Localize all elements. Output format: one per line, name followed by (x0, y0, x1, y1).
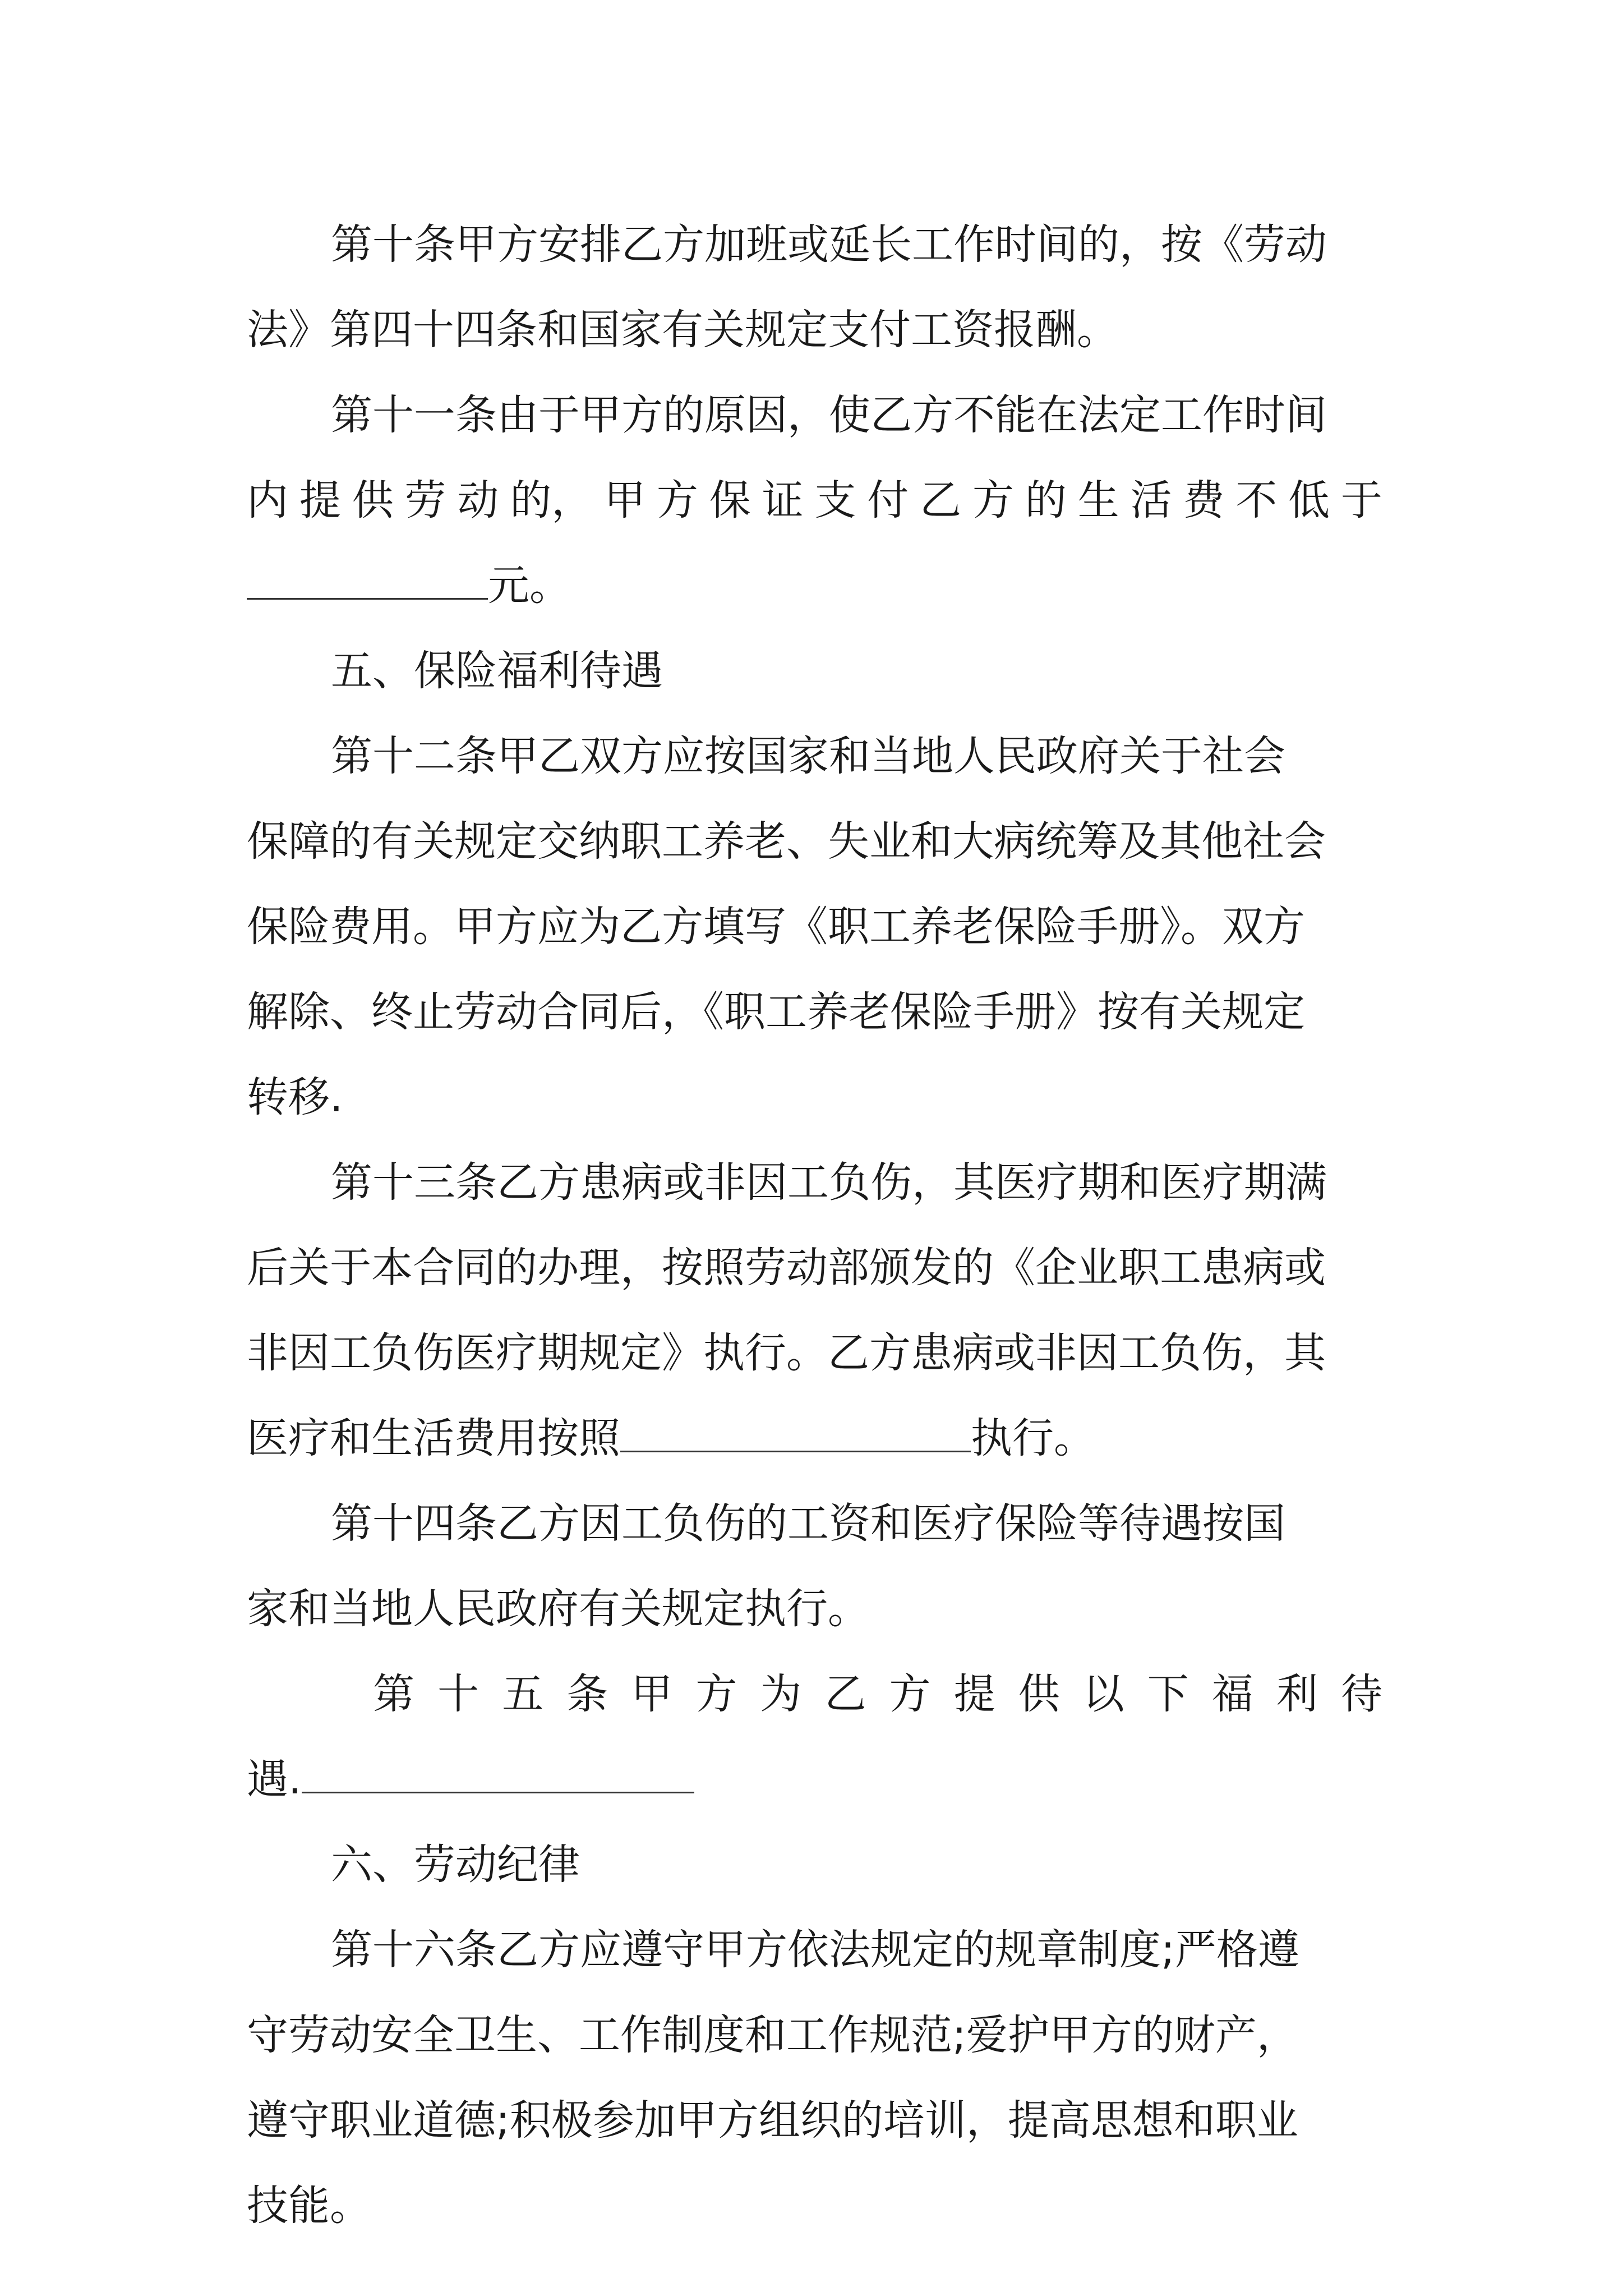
article-11-char: 证 (762, 476, 804, 524)
article-15-char: 五 (502, 1670, 544, 1718)
article-11-char: 动 (457, 476, 499, 524)
article-13-line-1: 第十三条乙方患病或非因工负伤，其医疗期和医疗期满 (331, 1158, 1327, 1207)
article-11-char: 生 (1077, 476, 1119, 524)
article-15-char: 第 (373, 1670, 414, 1718)
section-6-heading: 六、劳动纪律 (331, 1841, 580, 1889)
article-16-line-1: 第十六条乙方应遵守甲方依法规定的规章制度;严格遵 (331, 1926, 1299, 1974)
section-5-heading: 五、保险福利待遇 (331, 647, 663, 695)
article-11-char: 费 (1183, 476, 1225, 524)
article-11-char: 活 (1130, 476, 1172, 524)
article-15-char: 方 (695, 1670, 737, 1718)
article-12-line-1: 第十二条甲乙双方应按国家和当地人民政府关于社会 (331, 732, 1285, 780)
article-15-char: 福 (1211, 1670, 1253, 1718)
article-13-suffix: 执行。 (971, 1414, 1095, 1462)
article-10-line-2: 法》第四十四条和国家有关规定支付工资报酬。 (247, 306, 1118, 354)
article-11-char: 支 (814, 476, 856, 524)
amount-blank[interactable] (247, 559, 488, 600)
article-11-char: 的 (1025, 476, 1067, 524)
article-11-char: 低 (1288, 476, 1330, 524)
article-15-char: 为 (760, 1670, 802, 1718)
medical-basis-blank[interactable] (620, 1411, 971, 1452)
article-13-line-2: 后关于本合同的办理，按照劳动部颁发的《企业职工患病或 (247, 1244, 1326, 1292)
article-15-char: 提 (953, 1670, 995, 1718)
article-11-line-2 (247, 458, 1382, 543)
article-11-char: 付 (867, 476, 909, 524)
article-11-char: 提 (299, 476, 341, 524)
article-15-char: 待 (1340, 1670, 1382, 1718)
contract-body (247, 202, 1382, 2248)
article-11-char: 甲 (604, 476, 646, 524)
article-11-char: 保 (709, 476, 751, 524)
article-11-char: 乙 (920, 476, 962, 524)
article-15-char: 方 (889, 1670, 931, 1718)
article-11-line-3 (247, 543, 1382, 628)
article-12-line-5: 转移. (247, 1073, 343, 1121)
article-11-char: 方 (656, 476, 698, 524)
article-14-line-1: 第十四条乙方因工负伤的工资和医疗保险等待遇按国 (331, 1499, 1285, 1548)
article-11-line-1: 第十一条由于甲方的原因，使乙方不能在法定工作时间 (331, 391, 1327, 439)
article-12-line-3: 保险费用。甲方应为乙方填写《职工养老保险手册》。双方 (247, 903, 1305, 951)
article-16-line-3: 遵守职业道德;积极参加甲方组织的培训，提高思想和职业 (247, 2096, 1298, 2145)
article-15-line-2 (247, 1737, 1382, 1822)
article-14-line-2: 家和当地人民政府有关规定执行。 (247, 1585, 869, 1633)
article-11-char: 不 (1235, 476, 1278, 524)
article-11-char: 内 (247, 476, 288, 524)
article-11-char: 供 (352, 476, 394, 524)
article-11-char: 于 (1340, 476, 1382, 524)
article-16-line-4: 技能。 (247, 2182, 371, 2230)
article-12-line-4: 解除、终止劳动合同后，《职工养老保险手册》按有关规定 (247, 988, 1305, 1036)
article-15-char: 下 (1147, 1670, 1189, 1718)
article-15-char: 甲 (631, 1670, 673, 1718)
article-16-line-2: 守劳动安全卫生、工作制度和工作规范;爱护甲方的财产， (247, 2011, 1298, 2059)
article-11-char: 方 (972, 476, 1014, 524)
article-12-line-2: 保障的有关规定交纳职工养老、失业和大病统筹及其他社会 (247, 817, 1326, 866)
article-15-char: 十 (437, 1670, 479, 1718)
article-11-char: 的， (510, 476, 593, 524)
article-15-line-1 (247, 1651, 1382, 1737)
article-11-char: 劳 (404, 476, 446, 524)
benefits-blank[interactable] (302, 1752, 694, 1793)
article-15-char: 条 (566, 1670, 608, 1718)
article-15-prefix: 遇. (247, 1755, 302, 1803)
article-11-suffix: 元。 (488, 562, 571, 610)
article-15-char: 供 (1018, 1670, 1060, 1718)
article-10-line-1: 第十条甲方安排乙方加班或延长工作时间的，按《劳动 (331, 220, 1327, 269)
article-15-char: 乙 (824, 1670, 866, 1718)
article-13-line-4 (247, 1396, 1382, 1481)
article-15-char: 利 (1276, 1670, 1318, 1718)
article-15-char: 以 (1082, 1670, 1124, 1718)
article-13-prefix: 医疗和生活费用按照 (247, 1414, 620, 1462)
article-13-line-3: 非因工负伤医疗期规定》执行。乙方患病或非因工负伤，其 (247, 1329, 1326, 1377)
